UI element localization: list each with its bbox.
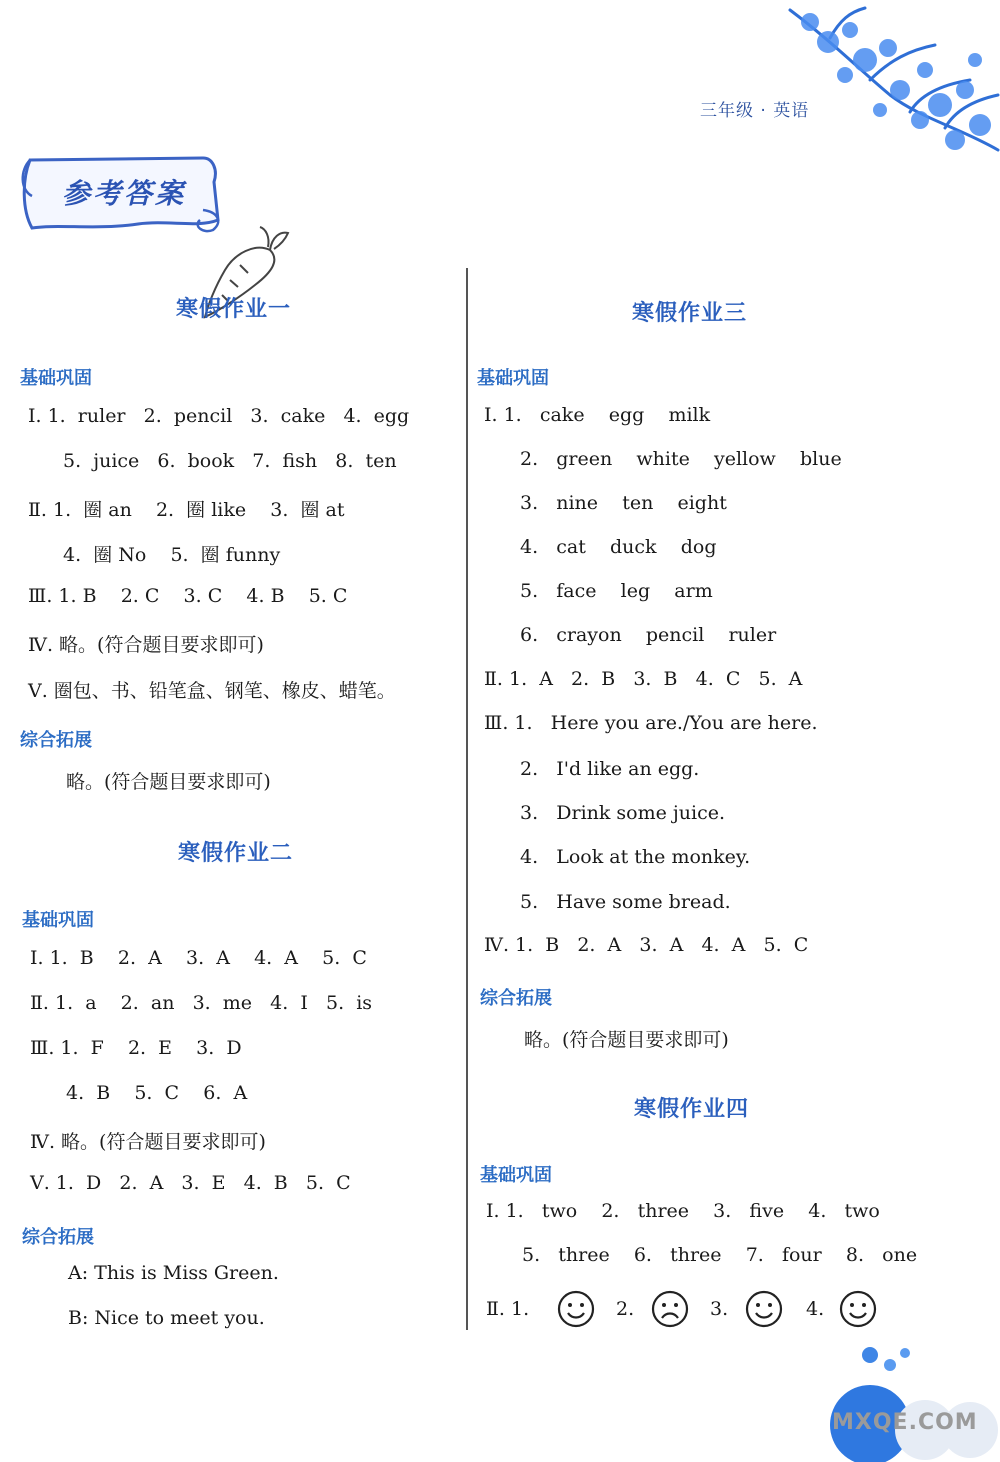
answer-line: 5. juice 6. book 7. fish 8. ten [63, 450, 397, 472]
answer-line: 4. cat duck dog [520, 536, 717, 558]
section-title-homework-2: 寒假作业二 [178, 841, 294, 866]
answer-line: Ⅰ. 1. two 2. three 3. five 4. two [486, 1200, 880, 1222]
answer-line: 2. green white yellow blue [520, 448, 842, 470]
basic-heading: 基础巩固 [480, 1165, 552, 1186]
watermark: MXQE.COM [832, 1410, 978, 1435]
frown-icon [651, 1290, 689, 1328]
answer-line: Ⅳ. 略。(符合题目要求即可) [30, 1131, 266, 1153]
extension-heading: 综合拓展 [20, 730, 92, 751]
answer-line: Ⅳ. 略。(符合题目要求即可) [28, 634, 264, 656]
answer-line: 2. [616, 1298, 635, 1320]
answer-line: 3. nine ten eight [520, 492, 727, 514]
answer-line: Ⅱ. 1. [486, 1298, 530, 1320]
answer-banner-title: 参考答案 [62, 177, 187, 210]
answer-line: 3. [710, 1298, 729, 1320]
answer-line: Ⅰ. 1. ruler 2. pencil 3. cake 4. egg [28, 405, 410, 427]
grade-subject-label: 三年级 · 英语 [700, 101, 810, 121]
answer-line: Ⅲ. 1. Here you are./You are here. [484, 712, 818, 734]
plum-branch-decoration [770, 0, 1000, 180]
basic-heading: 基础巩固 [477, 368, 549, 389]
answer-line: 2. I'd like an egg. [520, 758, 700, 780]
section-title-homework-3: 寒假作业三 [632, 301, 748, 326]
extension-heading: 综合拓展 [480, 988, 552, 1009]
answer-line: 5. Have some bread. [520, 891, 731, 913]
answer-line: 6. crayon pencil ruler [520, 624, 777, 646]
answer-line: 5. face leg arm [520, 580, 713, 602]
answer-line: Ⅱ. 1. a 2. an 3. me 4. I 5. is [30, 992, 373, 1014]
answer-line: Ⅴ. 圈包、书、铅笔盒、钢笔、橡皮、蜡笔。 [28, 680, 396, 702]
answer-line: Ⅲ. 1. B 2. C 3. C 4. B 5. C [28, 585, 348, 607]
answer-line: Ⅴ. 1. D 2. A 3. E 4. B 5. C [30, 1172, 351, 1194]
answer-line: 略。(符合题目要求即可) [66, 771, 271, 793]
answer-line: 4. Look at the monkey. [520, 846, 751, 868]
answer-line: Ⅱ. 1. A 2. B 3. B 4. C 5. A [484, 668, 803, 690]
answer-line: Ⅰ. 1. B 2. A 3. A 4. A 5. C [30, 947, 367, 969]
smile-icon [557, 1290, 595, 1328]
answer-line: 3. Drink some juice. [520, 802, 726, 824]
section-title-homework-1: 寒假作业一 [176, 297, 292, 322]
extension-heading: 综合拓展 [22, 1227, 94, 1248]
answer-line: Ⅳ. 1. B 2. A 3. A 4. A 5. C [484, 934, 809, 956]
answer-line: Ⅲ. 1. F 2. E 3. D [30, 1037, 242, 1059]
answer-line: B: Nice to meet you. [68, 1307, 265, 1329]
basic-heading: 基础巩固 [20, 368, 92, 389]
answer-line: 4. B 5. C 6. A [66, 1082, 248, 1104]
smile-icon [839, 1290, 877, 1328]
answer-line: 4. 圈 No 5. 圈 funny [63, 544, 281, 566]
basic-heading: 基础巩固 [22, 910, 94, 931]
answer-line: 5. three 6. three 7. four 8. one [522, 1244, 918, 1266]
answer-line: Ⅰ. 1. cake egg milk [484, 404, 711, 426]
answer-line: 4. [806, 1298, 825, 1320]
page-corner-dots-decoration [830, 1345, 1000, 1462]
answer-line: Ⅱ. 1. 圈 an 2. 圈 like 3. 圈 at [28, 499, 345, 521]
answer-line: 略。(符合题目要求即可) [524, 1029, 729, 1051]
section-title-homework-4: 寒假作业四 [634, 1097, 750, 1122]
smile-icon [745, 1290, 783, 1328]
column-divider [466, 268, 468, 1330]
answer-line: A: This is Miss Green. [68, 1262, 279, 1284]
